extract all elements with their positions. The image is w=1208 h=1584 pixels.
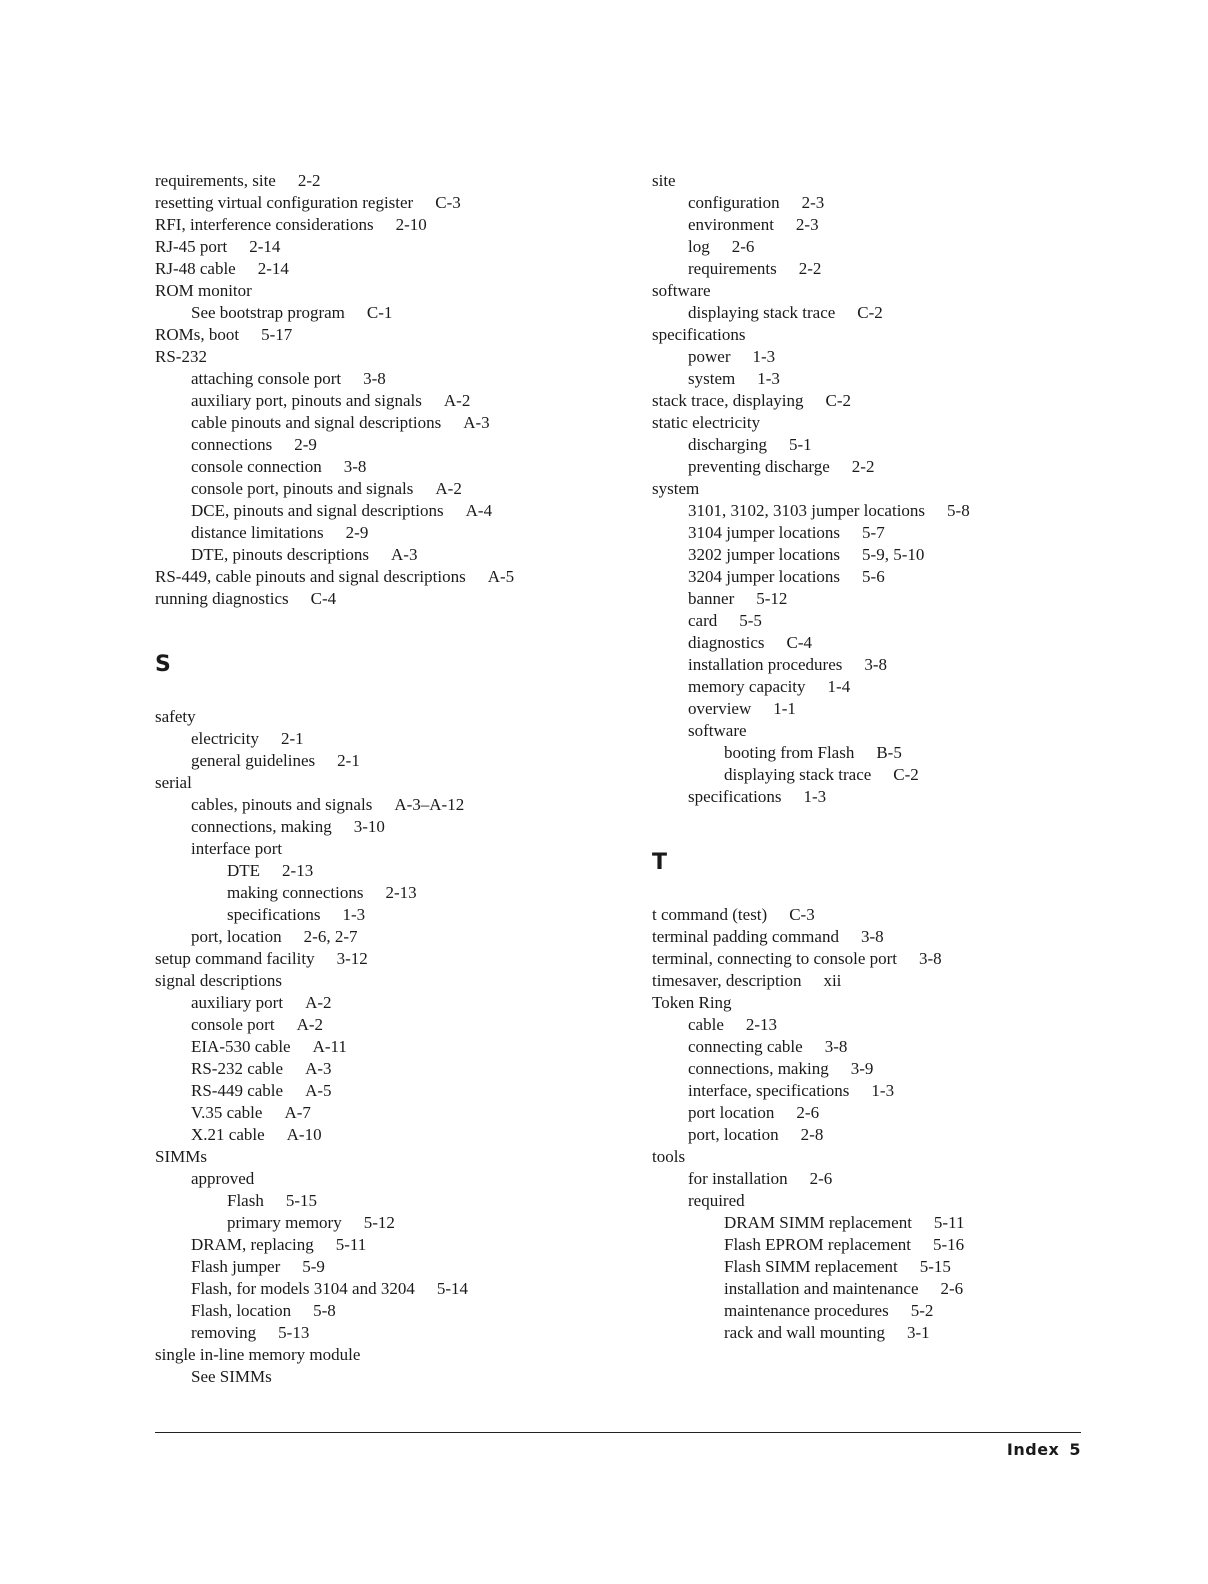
index-term: memory capacity [688, 677, 806, 696]
index-entry [652, 904, 1072, 926]
index-term: card [688, 611, 718, 630]
index-page-ref: 2-13 [385, 883, 417, 902]
index-entry [155, 1344, 595, 1366]
index-entry [155, 324, 595, 346]
index-term: single in-line memory module [155, 1345, 361, 1364]
index-entry [155, 1146, 595, 1168]
index-page-ref: 2-6 [809, 1169, 833, 1188]
index-entry [652, 1278, 1072, 1300]
index-entry [652, 478, 1072, 500]
index-page-ref: 5-12 [363, 1213, 395, 1232]
index-entry [155, 1190, 595, 1212]
index-term: connections, making [191, 817, 332, 836]
index-entry [155, 390, 595, 412]
index-term: general guidelines [191, 751, 316, 770]
index-term: Token Ring [652, 993, 732, 1012]
index-page-ref: 2-3 [801, 193, 825, 212]
index-page-ref: C-2 [857, 303, 883, 322]
index-term: Flash SIMM replacement [724, 1257, 898, 1276]
index-page-ref: 5-11 [335, 1235, 367, 1254]
index-term: EIA-530 cable [191, 1037, 291, 1056]
index-term: booting from Flash [724, 743, 855, 762]
index-term: setup command facility [155, 949, 315, 968]
index-page-ref: 5-2 [910, 1301, 934, 1320]
index-page-ref: A-2 [305, 993, 332, 1012]
index-page-ref: 5-13 [278, 1323, 310, 1342]
index-entry [155, 860, 595, 882]
index-term: for installation [688, 1169, 788, 1188]
index-term: terminal, connecting to console port [652, 949, 898, 968]
index-term: safety [155, 707, 196, 726]
index-page-ref: 2-2 [851, 457, 875, 476]
index-term: DTE [227, 861, 261, 880]
index-page-ref: 2-6, 2-7 [303, 927, 358, 946]
index-page-ref: 1-1 [773, 699, 796, 718]
index-page-ref: C-3 [435, 193, 461, 212]
index-term: primary memory [227, 1213, 342, 1232]
index-entry [652, 992, 1072, 1014]
index-entry [155, 302, 595, 324]
index-entry [155, 926, 595, 948]
index-term: 3204 jumper locations [688, 567, 841, 586]
index-term: X.21 cable [191, 1125, 265, 1144]
index-term: configuration [688, 193, 780, 212]
index-term: ROMs, boot [155, 325, 240, 344]
index-term: software [688, 721, 747, 740]
index-entry [155, 1234, 595, 1256]
index-term: attaching console port [191, 369, 342, 388]
index-term: terminal padding command [652, 927, 839, 946]
index-entry [652, 676, 1072, 698]
index-page-ref: A-3 [463, 413, 490, 432]
index-page-ref: 3-9 [850, 1059, 874, 1078]
index-page-ref: 2-10 [395, 215, 427, 234]
index-page-ref: 5-8 [947, 501, 970, 520]
index-entry [652, 632, 1072, 654]
index-page-ref: A-11 [312, 1037, 347, 1056]
index-page-ref: 2-14 [249, 237, 281, 256]
index-entry [155, 794, 595, 816]
index-entry [652, 522, 1072, 544]
index-entry [652, 654, 1072, 676]
index-entry [652, 786, 1072, 808]
index-page-ref: 3-8 [864, 655, 888, 674]
index-entry [155, 728, 595, 750]
index-entry [155, 588, 595, 610]
index-page-ref: 2-14 [257, 259, 289, 278]
index-entry [652, 1146, 1072, 1168]
index-entry [652, 214, 1072, 236]
index-entry [155, 1366, 595, 1388]
index-term: 3101, 3102, 3103 jumper locations [688, 501, 926, 520]
index-entry [652, 346, 1072, 368]
index-entry [155, 170, 595, 192]
index-entry [155, 970, 595, 992]
index-page-ref: 5-5 [739, 611, 762, 630]
index-page-ref: 1-3 [342, 905, 366, 924]
index-entry [155, 1124, 595, 1146]
index-entry [155, 280, 595, 302]
index-page-ref: C-4 [786, 633, 812, 652]
index-entry [155, 478, 595, 500]
index-entry [652, 170, 1072, 192]
index-term: console port, pinouts and signals [191, 479, 414, 498]
footer-rule [155, 1432, 1081, 1433]
index-term: power [688, 347, 731, 366]
index-term: Flash jumper [191, 1257, 281, 1276]
index-page-ref: 2-3 [795, 215, 819, 234]
index-term: interface port [191, 839, 283, 858]
index-page-ref: A-3 [305, 1059, 332, 1078]
index-term: specifications [688, 787, 782, 806]
index-entry [155, 346, 595, 368]
index-entry [155, 456, 595, 478]
index-page-ref: 5-14 [436, 1279, 468, 1298]
index-page-ref: 2-6 [731, 237, 755, 256]
index-term: overview [688, 699, 752, 718]
index-page-ref: 2-9 [294, 435, 317, 454]
index-entry [155, 368, 595, 390]
index-page-ref: 3-8 [824, 1037, 848, 1056]
index-entry [155, 544, 595, 566]
index-term: resetting virtual configuration register [155, 193, 414, 212]
index-page-ref: C-2 [825, 391, 852, 410]
index-page-ref: 5-12 [756, 589, 788, 608]
index-entry [652, 948, 1072, 970]
index-entry [652, 566, 1072, 588]
index-term: tools [652, 1147, 686, 1166]
index-entry [155, 948, 595, 970]
index-term: rack and wall mounting [724, 1323, 885, 1342]
index-page-ref: 1-3 [803, 787, 827, 806]
index-page-ref: A-2 [435, 479, 462, 498]
index-page-ref: 2-13 [745, 1015, 778, 1034]
index-entry [652, 324, 1072, 346]
index-entry [155, 1300, 595, 1322]
index-entry [155, 500, 595, 522]
index-term: timesaver, description [652, 971, 802, 990]
index-term: requirements, site [155, 171, 276, 190]
index-term: See bootstrap program [191, 303, 345, 322]
section-letter-t: T [652, 850, 668, 875]
index-entry [652, 1058, 1072, 1080]
index-page-ref: 3-8 [343, 457, 367, 476]
index-entry [652, 926, 1072, 948]
index-page-ref: 1-3 [752, 347, 776, 366]
index-entry [155, 1102, 595, 1124]
index-term: discharging [688, 435, 768, 454]
index-entry [652, 368, 1072, 390]
index-term: See SIMMs [191, 1367, 272, 1386]
index-term: system [688, 369, 736, 388]
index-term: maintenance procedures [724, 1301, 889, 1320]
index-entry [652, 236, 1072, 258]
index-term: installation and maintenance [724, 1279, 919, 1298]
index-page-ref: 2-1 [280, 729, 304, 748]
index-entry [155, 1036, 595, 1058]
index-page-ref: A-7 [284, 1103, 311, 1122]
index-entry [652, 390, 1072, 412]
index-term: connections, making [688, 1059, 829, 1078]
index-page-ref: 5-15 [285, 1191, 318, 1210]
index-term: cable [688, 1015, 724, 1034]
index-entry [652, 720, 1072, 742]
index-term: RJ-48 cable [155, 259, 236, 278]
index-page-ref: 3-8 [363, 369, 386, 388]
index-page-ref: 5-7 [862, 523, 885, 542]
index-page-ref: 2-6 [940, 1279, 964, 1298]
index-term: RJ-45 port [155, 237, 228, 256]
index-entry [155, 904, 595, 926]
index-page-ref: 2-13 [282, 861, 314, 880]
index-entry [652, 1190, 1072, 1212]
index-entry [652, 588, 1072, 610]
index-term: Flash [227, 1191, 264, 1210]
index-page-ref: 5-15 [919, 1257, 951, 1276]
index-page-ref: 2-2 [297, 171, 321, 190]
index-page-ref: A-2 [296, 1015, 324, 1034]
index-term: displaying stack trace [688, 303, 836, 322]
index-term: static electricity [652, 413, 761, 432]
index-term: cables, pinouts and signals [191, 795, 373, 814]
index-entry [155, 992, 595, 1014]
index-term: distance limitations [191, 523, 324, 542]
index-term: RS-449 cable [191, 1081, 284, 1100]
index-term: console port [191, 1015, 275, 1034]
index-entry [155, 258, 595, 280]
index-entry [652, 1256, 1072, 1278]
index-entry [155, 1058, 595, 1080]
index-term: banner [688, 589, 735, 608]
index-term: DRAM, replacing [191, 1235, 314, 1254]
index-page-ref: A-3 [391, 545, 418, 564]
index-term: requirements [688, 259, 777, 278]
index-term: removing [191, 1323, 257, 1342]
index-page-ref: 3-8 [919, 949, 942, 968]
index-term: software [652, 281, 711, 300]
index-term: environment [688, 215, 774, 234]
index-entry [652, 1036, 1072, 1058]
index-entry [155, 412, 595, 434]
index-page-ref: 5-9, 5-10 [862, 545, 925, 564]
index-entry [652, 970, 1072, 992]
index-entry [155, 566, 595, 588]
index-page-ref: 2-8 [800, 1125, 824, 1144]
index-term: diagnostics [688, 633, 765, 652]
index-term: site [652, 171, 676, 190]
index-page-ref: A-5 [305, 1081, 332, 1100]
index-entry [155, 1278, 595, 1300]
index-entry [155, 1168, 595, 1190]
index-term: SIMMs [155, 1147, 207, 1166]
index-page-ref: B-5 [876, 743, 902, 762]
index-entry [155, 236, 595, 258]
index-entry [155, 434, 595, 456]
index-entry [155, 838, 595, 860]
index-entry [155, 772, 595, 794]
index-page-ref: 1-3 [757, 369, 780, 388]
index-term: RS-232 cable [191, 1059, 284, 1078]
index-term: port, location [688, 1125, 779, 1144]
index-term: Flash, location [191, 1301, 292, 1320]
index-entry [652, 1322, 1072, 1344]
index-term: running diagnostics [155, 589, 289, 608]
index-term: installation procedures [688, 655, 843, 674]
index-page-ref: C-3 [789, 905, 815, 924]
index-page-ref: 3-8 [860, 927, 884, 946]
index-entry [155, 750, 595, 772]
index-entry [652, 1080, 1072, 1102]
index-term: RS-232 [155, 347, 207, 366]
index-page-ref: 1-4 [827, 677, 851, 696]
index-term: making connections [227, 883, 364, 902]
index-term: 3202 jumper locations [688, 545, 841, 564]
index-entry [155, 1256, 595, 1278]
index-page-ref: 5-1 [789, 435, 812, 454]
index-page-ref: xii [823, 971, 842, 990]
index-entry [652, 610, 1072, 632]
index-term: DRAM SIMM replacement [724, 1213, 912, 1232]
index-term: serial [155, 773, 192, 792]
index-term: V.35 cable [191, 1103, 263, 1122]
index-page-ref: A-2 [443, 391, 471, 410]
index-entry [155, 1322, 595, 1344]
index-page-ref: A-3–A-12 [394, 795, 465, 814]
index-page-ref: 2-2 [798, 259, 822, 278]
index-term: interface, specifications [688, 1081, 850, 1100]
index-entry [652, 1234, 1072, 1256]
index-entry [652, 412, 1072, 434]
index-page-ref: 3-10 [353, 817, 385, 836]
index-entry [652, 1300, 1072, 1322]
index-entry [155, 882, 595, 904]
index-term: Flash EPROM replacement [724, 1235, 911, 1254]
index-page-ref: 5-9 [302, 1257, 325, 1276]
index-page-ref: A-5 [487, 567, 515, 586]
index-page-ref: 2-9 [345, 523, 369, 542]
index-term: RFI, interference considerations [155, 215, 374, 234]
index-page-ref: 3-1 [907, 1323, 930, 1342]
index-entry [652, 258, 1072, 280]
index-term: signal descriptions [155, 971, 283, 990]
index-term: RS-449, cable pinouts and signal descriptions [155, 567, 466, 586]
index-column-left [155, 170, 595, 1388]
index-term: t command (test) [652, 905, 768, 924]
index-entry [652, 544, 1072, 566]
index-entry [652, 742, 1072, 764]
index-term: stack trace, displaying [652, 391, 804, 410]
index-term: required [688, 1191, 745, 1210]
page-footer [1007, 1440, 1081, 1459]
index-term: port, location [191, 927, 282, 946]
index-term: auxiliary port, pinouts and signals [191, 391, 422, 410]
index-term: ROM monitor [155, 281, 252, 300]
index-entry [652, 764, 1072, 786]
index-entry [155, 1080, 595, 1102]
index-entry [652, 698, 1072, 720]
index-entry [652, 1168, 1072, 1190]
index-entry [652, 1102, 1072, 1124]
index-page-ref: 3-12 [336, 949, 368, 968]
index-page-ref: C-1 [366, 303, 393, 322]
index-term: cable pinouts and signal descriptions [191, 413, 442, 432]
index-entry [155, 214, 595, 236]
index-page-ref: 5-16 [932, 1235, 965, 1254]
index-entry [652, 192, 1072, 214]
index-term: port location [688, 1103, 775, 1122]
index-page-ref: C-4 [310, 589, 337, 608]
index-term: displaying stack trace [724, 765, 872, 784]
index-page-ref: C-2 [893, 765, 919, 784]
index-entry [155, 522, 595, 544]
index-page-ref: 2-1 [337, 751, 360, 770]
index-term: specifications [227, 905, 321, 924]
index-entry [155, 706, 595, 728]
index-entry [652, 280, 1072, 302]
index-entry [155, 816, 595, 838]
index-column-right [652, 170, 1072, 1344]
index-page-ref: A-4 [465, 501, 493, 520]
index-entry [652, 456, 1072, 478]
index-term: log [688, 237, 710, 256]
index-term: system [652, 479, 700, 498]
index-term: approved [191, 1169, 255, 1188]
index-term: Flash, for models 3104 and 3204 [191, 1279, 415, 1298]
index-entry [652, 1014, 1072, 1036]
index-entry [652, 1124, 1072, 1146]
index-entry [652, 500, 1072, 522]
index-page-ref: A-10 [286, 1125, 322, 1144]
index-term: 3104 jumper locations [688, 523, 841, 542]
index-entry [155, 192, 595, 214]
index-term: electricity [191, 729, 259, 748]
index-entry [652, 302, 1072, 324]
index-term: DTE, pinouts descriptions [191, 545, 370, 564]
index-term: connecting cable [688, 1037, 803, 1056]
index-term: specifications [652, 325, 746, 344]
index-term: auxiliary port [191, 993, 284, 1012]
index-term: connections [191, 435, 273, 454]
section-letter-s: S [155, 652, 171, 677]
index-entry [155, 1212, 595, 1234]
index-entry [652, 434, 1072, 456]
index-term: console connection [191, 457, 322, 476]
index-page-ref: 5-8 [313, 1301, 336, 1320]
index-entry [155, 1014, 595, 1036]
page-number: 5 [1069, 1440, 1081, 1459]
index-page-ref: 1-3 [871, 1081, 895, 1100]
footer-label: Index [1006, 1440, 1060, 1459]
index-page-ref: 5-11 [933, 1213, 965, 1232]
index-page-ref: 5-17 [261, 325, 293, 344]
index-page-ref: 2-6 [796, 1103, 820, 1122]
index-term: DCE, pinouts and signal descriptions [191, 501, 444, 520]
index-term: preventing discharge [688, 457, 830, 476]
index-entry [652, 1212, 1072, 1234]
index-page-ref: 5-6 [862, 567, 885, 586]
